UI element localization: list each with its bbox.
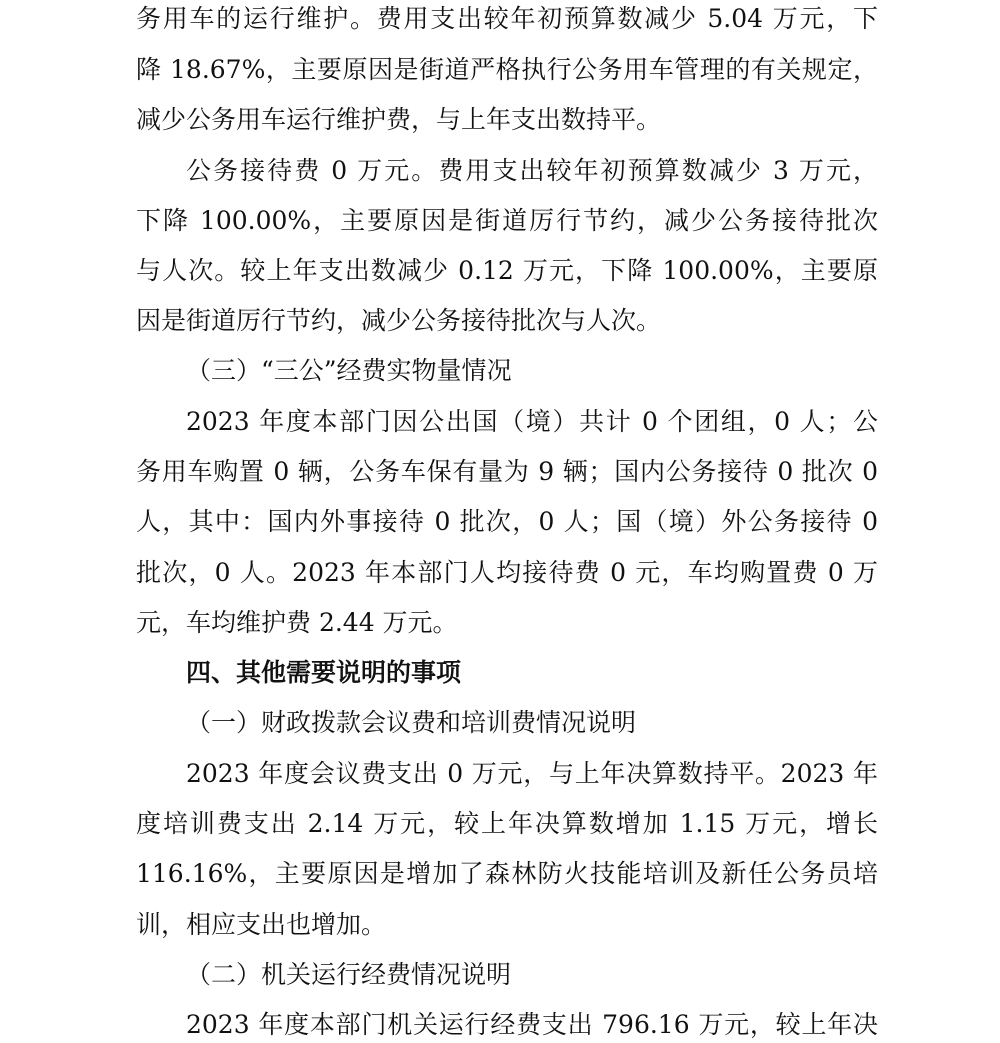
paragraph-line: 训，相应支出也增加。	[136, 910, 387, 939]
paragraph-line: 批次，0 人。2023 年本部门人均接待费 0 元，车均购置费 0 万	[136, 558, 878, 587]
paragraph-line: 2023 年度本部门因公出国（境）共计 0 个团组，0 人；公	[186, 407, 878, 436]
paragraph-line: 下降 100.00%，主要原因是街道厉行节约，减少公务接待批次	[136, 206, 878, 235]
paragraph-line: 因是街道厉行节约，减少公务接待批次与人次。	[136, 306, 662, 335]
paragraph-line: 与人次。较上年支出数减少 0.12 万元，下降 100.00%，主要原	[136, 256, 878, 285]
paragraph-line: 元，车均维护费 2.44 万元。	[136, 608, 458, 637]
section-heading: （三）“三公”经费实物量情况	[186, 356, 512, 385]
chapter-heading: 四、其他需要说明的事项	[186, 658, 462, 687]
paragraph-line: 116.16%，主要原因是增加了森林防火技能培训及新任公务员培	[136, 859, 878, 888]
paragraph-line: 务用车购置 0 辆，公务车保有量为 9 辆；国内公务接待 0 批次 0	[136, 457, 878, 486]
section-heading: （一）财政拨款会议费和培训费情况说明	[186, 708, 637, 737]
paragraph-line: 务用车的运行维护。费用支出较年初预算数减少 5.04 万元，下	[136, 4, 878, 33]
section-heading: （二）机关运行经费情况说明	[186, 960, 512, 989]
paragraph-line: 2023 年度本部门机关运行经费支出 796.16 万元，较上年决	[186, 1010, 878, 1039]
paragraph-line: 度培训费支出 2.14 万元，较上年决算数增加 1.15 万元，增长	[136, 809, 878, 838]
paragraph-line: 减少公务用车运行维护费，与上年支出数持平。	[136, 105, 662, 134]
paragraph-line: 2023 年度会议费支出 0 万元，与上年决算数持平。2023 年	[186, 759, 878, 788]
paragraph-line: 降 18.67%，主要原因是街道严格执行公务用车管理的有关规定，	[136, 55, 878, 84]
paragraph-line: 公务接待费 0 万元。费用支出较年初预算数减少 3 万元，	[186, 156, 878, 185]
paragraph-line: 人，其中：国内外事接待 0 批次，0 人；国（境）外公务接待 0	[136, 507, 878, 536]
